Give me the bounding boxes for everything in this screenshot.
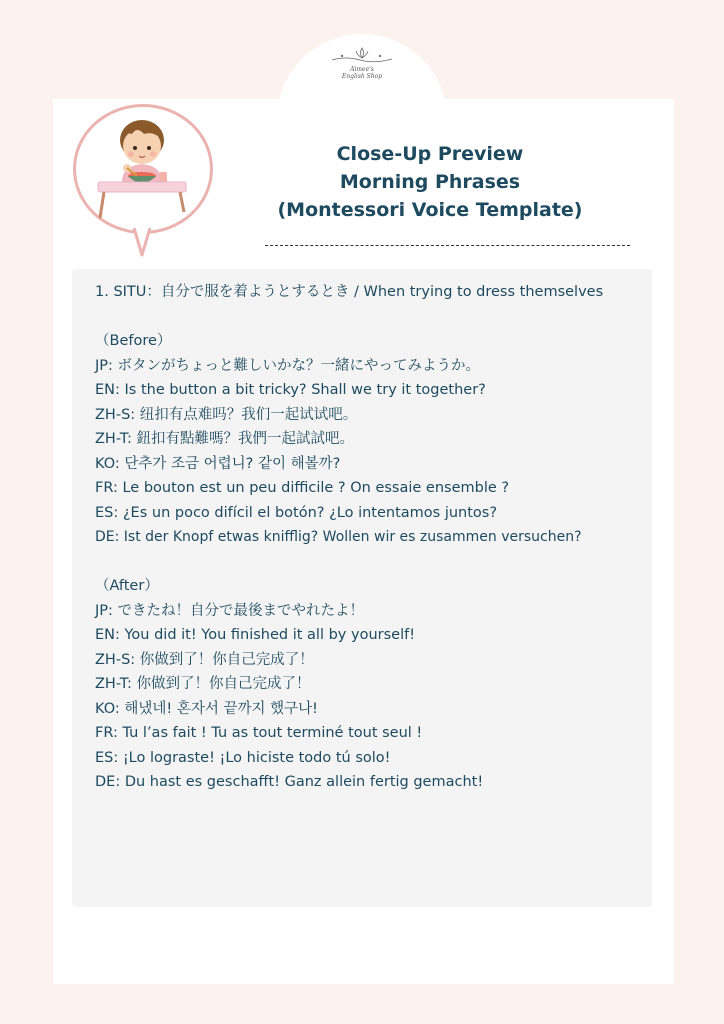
- before-zh-t: ZH-T: 鈕扣有點難嗎？我們一起試試吧。: [95, 431, 354, 447]
- after-es: ES: ¡Lo lograste! ¡Lo hiciste todo tú solo!: [95, 749, 391, 766]
- shop-logo: [326, 44, 398, 86]
- logo-name: Aimee's: [350, 66, 374, 73]
- dashed-divider: [265, 245, 630, 246]
- child-eating-illustration: [92, 112, 192, 222]
- page-title: [265, 140, 595, 224]
- before-de: DE: Ist der Knopf etwas knifflig? Wollen wir es zusammen versuchen?: [95, 529, 582, 545]
- after-ko: KO: 해냈네! 혼자서 끝까지 했구나!: [95, 700, 318, 717]
- before-label: （Before）: [95, 333, 172, 349]
- after-jp: JP: できたね！自分で最後までやれたよ！: [95, 602, 365, 619]
- title-line-3: (Montessori Voice Template): [277, 199, 583, 221]
- before-jp: JP: ボタンがちょっと難しいかな？一緒にやってみようか。: [95, 357, 481, 374]
- logo-subtitle: English Shop: [341, 73, 383, 80]
- speech-bubble-tail: [133, 228, 151, 258]
- before-es: ES: ¿Es un poco difícil el botón? ¿Lo intentamos juntos?: [95, 504, 498, 521]
- after-de: DE: Du hast es geschafft! Ganz allein fertig gemacht!: [95, 774, 484, 790]
- title-line-1: Close-Up Preview: [336, 143, 524, 165]
- after-fr: FR: Tu l’as fait ! Tu as tout terminé tout seul !: [95, 725, 423, 741]
- phrases-content: [95, 280, 650, 795]
- before-en: EN: Is the button a bit tricky? Shall we try it together?: [95, 382, 486, 398]
- after-zh-s: ZH-S: 你做到了！你自己完成了！: [95, 651, 314, 668]
- title-line-2: Morning Phrases: [339, 171, 521, 193]
- before-fr: FR: Le bouton est un peu difficile ? On essaie ensemble ?: [95, 480, 510, 496]
- logo-flower-icon: [330, 44, 394, 66]
- after-en: EN: You did it! You finished it all by yourself!: [95, 627, 416, 643]
- after-label: （After）: [95, 578, 159, 594]
- before-zh-s: ZH-S: 纽扣有点难吗？我们一起试试吧。: [95, 406, 358, 423]
- situation-heading: 1. SITU：自分で服を着ようとするとき / When trying to dress themselves: [95, 284, 604, 300]
- after-zh-t: ZH-T: 你做到了！你自己完成了！: [95, 676, 311, 692]
- before-ko: KO: 단추가 조금 어렵니? 같이 해볼까?: [95, 455, 341, 472]
